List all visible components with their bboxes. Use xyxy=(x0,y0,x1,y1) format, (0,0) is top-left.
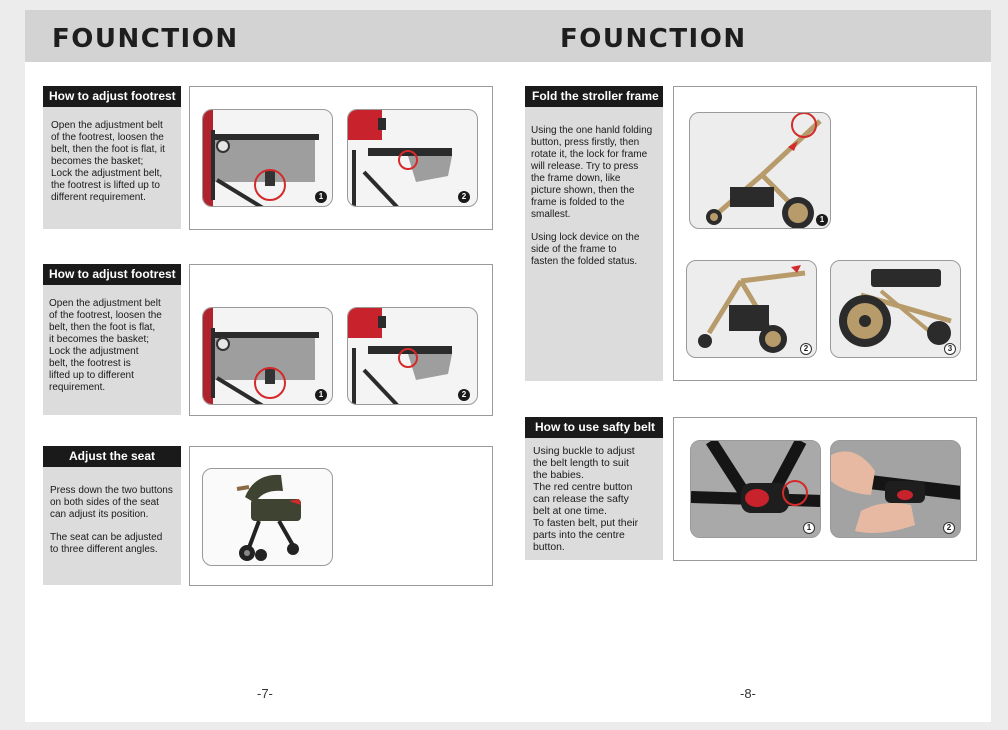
text-line: fasten the folded status. xyxy=(531,256,638,267)
text-line: Using lock device on the xyxy=(531,232,640,243)
text-line: lifted up to different xyxy=(49,370,134,381)
step-badge: 3 xyxy=(944,343,956,355)
step-badge: 2 xyxy=(458,389,470,401)
instruction-text-fold-frame xyxy=(525,107,663,381)
photo-fold-step-3 xyxy=(830,260,961,358)
text-line: The seat can be adjusted xyxy=(50,532,163,543)
photo-fold-step-1 xyxy=(689,112,831,229)
photo-fold-step-2 xyxy=(686,260,817,358)
text-line: the frame down, like xyxy=(531,173,621,184)
section-heading-footrest-2: How to adjust footrest xyxy=(43,264,181,285)
image-frame-fold-frame xyxy=(673,86,977,381)
photo-belt-buckle xyxy=(690,440,821,538)
text-line: requirement. xyxy=(49,382,106,393)
text-line: of the footrest, loosen the xyxy=(49,310,162,321)
text-line: Using the one hanld folding xyxy=(531,125,653,136)
text-line: different requirement. xyxy=(51,192,146,203)
photo-belt-fasten xyxy=(830,440,961,538)
step-badge: 1 xyxy=(315,389,327,401)
section-heading-safety-belt: How to use safty belt xyxy=(525,417,663,438)
image-frame-footrest-2 xyxy=(189,264,493,416)
text-line: parts into the centre xyxy=(533,530,625,541)
page-title-left: FOUNCTION xyxy=(52,24,239,54)
text-line: the belt length to suit xyxy=(533,458,629,469)
text-line: belt, then the foot is flat, it xyxy=(51,144,165,155)
text-line: Open the adjustment belt xyxy=(49,298,161,309)
section-heading-footrest-1: How to adjust footrest xyxy=(43,86,181,107)
text-line: on both sides of the seat xyxy=(50,497,159,508)
page-title-right: FOUNCTION xyxy=(560,24,747,54)
text-line: The red centre button xyxy=(533,482,633,493)
text-line: frame is folded to the xyxy=(531,197,625,208)
text-line: the footrest is lifted up to xyxy=(51,180,160,191)
image-frame-adjust-seat xyxy=(189,446,493,586)
step-badge: 2 xyxy=(800,343,812,355)
text-line: button, press firstly, then xyxy=(531,137,640,148)
text-line: the babies. xyxy=(533,470,584,481)
step-badge: 1 xyxy=(816,214,828,226)
step-badge: 1 xyxy=(803,522,815,534)
step-badge: 2 xyxy=(943,522,955,534)
text-line: to three different angles. xyxy=(50,544,158,555)
section-heading-adjust-seat: Adjust the seat xyxy=(43,446,181,467)
text-line: of the footrest, loosen the xyxy=(51,132,164,143)
text-line: it becomes the basket; xyxy=(49,334,150,345)
text-line: can release the safty xyxy=(533,494,629,505)
text-line: Lock the adjustment xyxy=(49,346,139,357)
text-line: Open the adjustment belt xyxy=(51,120,163,131)
step-badge: 2 xyxy=(458,191,470,203)
page-number-right: -8- xyxy=(740,686,756,701)
text-line: will release. Try to press xyxy=(531,161,639,172)
photo-footrest-basket xyxy=(202,109,333,207)
text-line: rotate it, the lock for frame xyxy=(531,149,648,160)
text-line: picture shown, then the xyxy=(531,185,635,196)
text-line: can adjust its position. xyxy=(50,509,149,520)
page-number-left: -7- xyxy=(257,686,273,701)
text-line: button. xyxy=(533,542,565,553)
text-line: Using buckle to adjust xyxy=(533,446,635,457)
text-line: belt, the footrest is xyxy=(49,358,131,369)
image-frame-safety-belt xyxy=(673,417,977,561)
text-line: belt at one time. xyxy=(533,506,607,517)
photo-stroller-seat xyxy=(202,468,333,566)
photo-footrest-lifted xyxy=(347,109,478,207)
image-frame-footrest-1 xyxy=(189,86,493,230)
text-line: Lock the adjustment belt, xyxy=(51,168,163,179)
photo-footrest-lifted xyxy=(347,307,478,405)
manual-spread xyxy=(25,10,991,722)
instruction-text-footrest-2 xyxy=(43,285,181,415)
section-heading-fold-frame: Fold the stroller frame xyxy=(525,86,663,107)
step-badge: 1 xyxy=(315,191,327,203)
text-line: becomes the basket; xyxy=(51,156,144,167)
instruction-text-footrest-1 xyxy=(43,107,181,229)
text-line: smallest. xyxy=(531,209,571,220)
text-line: To fasten belt, put their xyxy=(533,518,639,529)
text-line: side of the frame to xyxy=(531,244,617,255)
text-line: belt, then the foot is flat, xyxy=(49,322,156,333)
instruction-text-safety-belt xyxy=(525,438,663,560)
instruction-text-adjust-seat xyxy=(43,467,181,585)
text-line: Press down the two buttons xyxy=(50,485,173,496)
photo-footrest-basket xyxy=(202,307,333,405)
